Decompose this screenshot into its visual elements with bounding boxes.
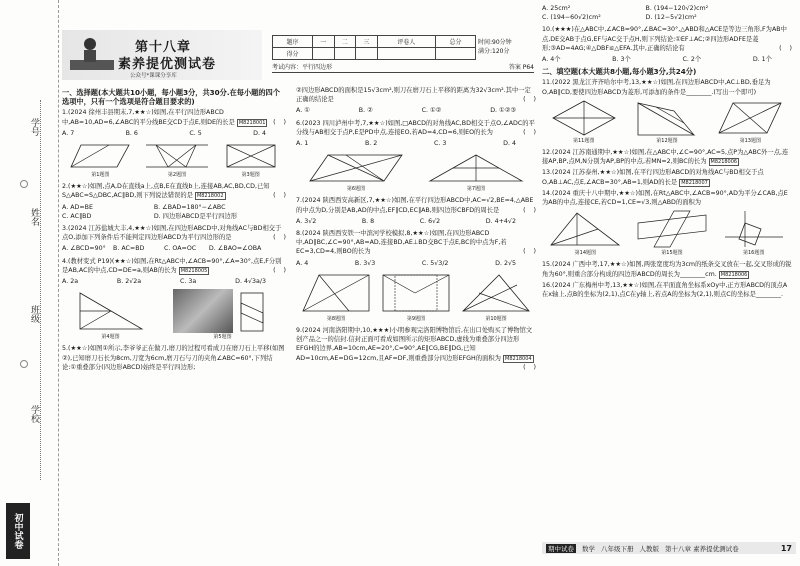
- option-b[interactable]: B. 3个: [612, 56, 631, 64]
- figure-5: 第5题图: [173, 289, 273, 342]
- option-a[interactable]: A. 7: [62, 129, 75, 137]
- option-b[interactable]: B. 8: [361, 217, 375, 225]
- figures-8-10: [296, 271, 536, 324]
- option-a[interactable]: A. 4: [296, 259, 309, 267]
- score-cell: 评卷人: [377, 36, 435, 48]
- option-d[interactable]: D. 4√3a/3: [235, 278, 266, 286]
- option-a[interactable]: A. 2a: [62, 278, 79, 286]
- question-5-continued: ②四边形ABCD的面积是15√3cm²,则刀在磨刀石上平移的距离为32√3cm².其中一定正确的结论是 ( ): [296, 87, 536, 104]
- footer-label: 期中试卷: [548, 544, 574, 553]
- question-8-options: [296, 259, 536, 268]
- option-c[interactable]: C. AC∥BD: [62, 212, 92, 220]
- figure-6: 第6题图: [306, 151, 406, 194]
- section-choice-title: 一、选择题(本大题共10小题，每小题3分，共30分.在每小题的四个选项中，只有一个选项是符合题目要求的): [62, 88, 280, 107]
- binding-hole: [20, 360, 28, 368]
- question-12: 12.(2024 江苏南通期中,★★☆)如图,在△ABC中,∠C=90°,AC=5,点P为△ABC外一点,连接AP,BP,点M,N分别为AP,BP的中点,若MN=2,则BC的长为 M8218006: [542, 149, 789, 166]
- cut-line: [40, 100, 42, 480]
- time-limit: 时间:90分钟: [478, 39, 512, 46]
- question-code-tag: M8218007: [681, 179, 708, 186]
- score-cell: 得分: [273, 48, 313, 60]
- figure-11: 第11题图: [551, 99, 617, 146]
- option-c[interactable]: C. 5: [189, 129, 202, 137]
- figures-1-3: [62, 141, 286, 180]
- question-1-options: [62, 129, 286, 138]
- question-5: 5.(★★☆)如图①所示,李爷爷正在做刀,磨刀的过程可看成刀在磨刀石上平移(如图②),已知磨刀石长为8cm,刀宽为6cm,磨刀石与刀的夹角∠ABC=60°,下列结论:①重叠部分(四边形ABCD)始终是平行四边形;: [62, 345, 285, 371]
- question-code-tag: M8218002: [196, 193, 224, 200]
- figures-4-5: [62, 289, 286, 342]
- question-1: 1.(2024 徐州丰县期末,7,★★☆)如图,在平行四边形ABCD中,AB=10,AD=6,∠ABC的平分线BE交CD于点E,则DE的长是 M8218001 ( ): [62, 109, 286, 126]
- figure-13: 第13题图: [717, 99, 783, 146]
- figures-11-13: [542, 99, 792, 146]
- wechat-note: 公众号*课课分享库: [130, 73, 177, 79]
- margin-label-class: 班级: [29, 305, 39, 323]
- option-b[interactable]: B. AC=BD: [113, 245, 145, 253]
- figure-10: 第10题图: [459, 271, 533, 324]
- full-score: 满分:120分: [478, 48, 510, 55]
- figures-6-7: [296, 151, 536, 194]
- option-c[interactable]: C. ①②: [421, 107, 442, 115]
- question-10: 10.(★★★)在△ABC中,∠ACB=90°,∠BAC=30°,△ABD和△ACE是等边三角形,F为AB中点,DE交AB于点G,EF与AC交于点H,则下列结论:①EF⊥AC;②四边形ADFE是菱形;③AD=4AG;④△DBF≌△EFA.其中,正确的结论有 ( ): [542, 26, 792, 52]
- answer-page: 答案 P64: [508, 64, 534, 71]
- figure-4: 第4题图: [76, 289, 146, 342]
- option-c[interactable]: C. OA=OC: [164, 245, 197, 253]
- option-d[interactable]: D. 2√5: [495, 259, 516, 267]
- figure-12: 第12题图: [634, 99, 700, 146]
- option-a[interactable]: A. ∠BCD=90°: [62, 245, 106, 253]
- margin-label-name: 姓名: [29, 208, 39, 226]
- question-code-tag: M8218006: [710, 159, 738, 166]
- option-d[interactable]: D. (12−5√2)cm²: [645, 14, 697, 22]
- option-a[interactable]: A. 1: [296, 140, 309, 148]
- reading-person-icon: [62, 30, 122, 78]
- question-13: 13.(2024 江苏泰州,★★☆)如图,在平行四边形ABCD的对角线AC与BD相交于点O,AB⊥AC,点E,∠ACB=30°,AB=1,则AD的长是 M8218007: [542, 169, 764, 186]
- figure-14: 第14题图: [547, 209, 623, 258]
- question-2: 2.(★★☆)如图,点A,D在直线a上,点B,E在直线b上,连接AB,AC,BD,CD,已知S△ABC=S△DBC,AC∥BD,则下列说法错误的是 M8218002 ( ): [62, 183, 286, 200]
- score-cell[interactable]: [377, 48, 435, 60]
- exam-content: 考试内容：平行四边形: [272, 64, 333, 71]
- binding-margin: [0, 0, 59, 566]
- figure-3: 第3题图: [223, 141, 279, 180]
- question-code-tag: M8218006: [720, 271, 748, 278]
- question-9: 9.(2024 河南洛阳期中,10,★★★)小明参观完洛阳博物馆后,在出口处购买了博物馆文创产品之一的信封.信封正面可看成如图所示的矩形ABCD,虚线为重叠部分四边形EFGH的边界,AB=10cm,AE=20°,C=90°,AE∥CG,BE∥DG,已知AD=10cm,AE=DG=12cm,且AF=DF,则重叠部分四边形EFGH的面积为 M8218004 ( ): [296, 327, 536, 371]
- page-number: 17: [780, 543, 792, 553]
- exam-content-line: [272, 62, 534, 73]
- margin-label-student-id: 学号: [29, 118, 39, 136]
- option-c[interactable]: C. 2个: [682, 56, 702, 64]
- question-6-options: [296, 139, 536, 148]
- score-cell[interactable]: [436, 48, 476, 60]
- score-cell[interactable]: [334, 48, 356, 60]
- option-b[interactable]: B. ∠BAD=180°−∠ABC: [153, 203, 226, 211]
- option-d[interactable]: D. 1个: [752, 56, 772, 64]
- figure-7: 第7题图: [426, 151, 526, 194]
- figure-2: 第2题图: [146, 141, 208, 180]
- question-code-tag: M8218004: [505, 355, 532, 362]
- margin-label-school: 学校: [29, 405, 39, 423]
- option-d[interactable]: D. 4: [503, 140, 516, 148]
- question-3: 3.(2024 江苏盐城大丰,4,★★☆)如图,在四边形ABCD中,对角线AC与BD相交于点O,添加下列条件后不能判定四边形ABCD为平行四边形的是 ( ): [62, 225, 286, 242]
- option-c[interactable]: C. 5√3/2: [421, 259, 449, 267]
- option-d[interactable]: D. ∠BAO=∠OBA: [208, 245, 262, 253]
- option-c[interactable]: C. 3a: [179, 278, 197, 286]
- option-b[interactable]: B. (194−120√2)cm²: [645, 5, 709, 12]
- question-5-options: [296, 106, 536, 115]
- footer-chapter: 第十八章 素养提优测试卷: [665, 544, 739, 553]
- question-code-tag: M8218001: [238, 119, 266, 126]
- question-4: 4.(教材变式 P19)(★★☆)如图,在Rt△ABC中,∠ACB=90°,∠A=30°,点E,F分别是AB,AC的中点,CD=DE=a,则AB的长为 M8218005 ( ): [62, 257, 286, 274]
- option-b[interactable]: B. ②: [358, 107, 373, 115]
- question-16: 16.(2024 广东梅州中考,13,★★☆)如图,在平面直角坐标系xOy中,正方形ABCD的顶点A在x轴上,点B的坐标为(2,1),点C在y轴上,若点A的坐标为(2,1),则点C的坐标是________.: [542, 281, 788, 299]
- score-cell: 题序: [273, 36, 313, 48]
- footer-subject: 数学: [582, 544, 595, 553]
- figures-14-16: [542, 209, 792, 258]
- figure-1: 第1题图: [69, 141, 131, 180]
- option-a[interactable]: A. 4个: [542, 56, 561, 64]
- footer-edition: 人教版: [639, 544, 659, 553]
- column-right: [542, 4, 792, 301]
- test-title: 素养提优测试卷: [118, 57, 217, 72]
- option-a[interactable]: A. AD=BE: [62, 203, 93, 211]
- option-d[interactable]: D. ①②③: [490, 107, 516, 115]
- time-info: [478, 38, 512, 56]
- option-c[interactable]: C. (194−60√2)cm²: [542, 14, 601, 22]
- brand-logo: 初中试卷: [6, 503, 30, 559]
- figure-8: 第8题图: [299, 271, 373, 324]
- score-cell: 一: [312, 36, 334, 48]
- figure-15: 第15题图: [634, 209, 710, 258]
- question-code-tag: M8218005: [180, 267, 208, 274]
- question-9-options: [542, 4, 792, 22]
- option-b[interactable]: B. 6: [125, 129, 138, 137]
- binding-hole: [20, 180, 28, 188]
- option-c[interactable]: C. 6√2: [419, 217, 441, 225]
- question-10-options: [542, 55, 792, 64]
- score-cell[interactable]: [356, 48, 378, 60]
- option-d[interactable]: D. 4: [253, 129, 266, 137]
- score-cell: 二: [334, 36, 356, 48]
- score-cell[interactable]: [312, 48, 334, 60]
- page-footer: [542, 542, 796, 554]
- option-d[interactable]: D. 4+4√2: [485, 217, 516, 225]
- section-fill-title: 二、填空题(本大题共8小题,每小题3分,共24分): [542, 67, 697, 77]
- question-3-options: [62, 244, 286, 253]
- option-b[interactable]: B. 2: [364, 140, 378, 148]
- score-cell: 总分: [436, 36, 476, 48]
- option-a[interactable]: A. 25cm²: [542, 5, 571, 12]
- question-2-options: [62, 203, 286, 221]
- knife-sharpening-photo: [173, 289, 233, 333]
- question-4-options: [62, 277, 286, 286]
- chapter-title: 第十八章: [135, 40, 192, 55]
- option-b[interactable]: B. 2√2a: [116, 278, 142, 286]
- column-middle: [296, 86, 536, 372]
- figure-16: 第16题图: [721, 209, 787, 258]
- question-11: 11.(2022 黑龙江齐齐哈尔中考,13,★★☆)如图,在四边形ABCD中,AC⊥BD,垂足为O,AB∥CD,要使四边形ABCD为菱形,可添加的条件是________.(写出一个即可): [542, 79, 771, 96]
- question-7-options: [296, 217, 536, 226]
- question-7: 7.(2024 陕西西安高新区,7,★★☆)如图,在平行四边形ABCD中,AC=√2,BE=4,△ABE的中点为D,分别是AB,AD的中点,EF∥CD,EC∥AB,则四边形CBFD的周长是 ( ): [296, 197, 536, 214]
- option-b[interactable]: B. 3√3: [354, 259, 376, 267]
- question-15: 15.(2024 广西中考,17,★★☆)如图,两张宽度均为3cm的纸条交叉放在一起,交叉形成的锐角为60°,则重合部分构成的四边形ABCD的周长为________cm. M8218006: [542, 261, 792, 278]
- option-d[interactable]: D. 四边形ABCD是平行四边形: [153, 212, 238, 220]
- score-cell: 三: [356, 36, 378, 48]
- question-8: 8.(2024 陕西西安铁一中滨河学校模拟,8,★★☆)如图,在四边形ABCD中,AD∥BC,∠C=90°,AB=AD,连接BD,AE⊥BD交BC于点E,BC的中点为F,若EC=3,CD=4,则BO的长为 ( ): [296, 230, 536, 256]
- footer-grade: 八年级下册: [601, 544, 634, 553]
- figure-9: 第9题图: [379, 271, 453, 324]
- option-a[interactable]: A. 3√2: [296, 217, 317, 225]
- question-6: 6.(2023 四川泸州中考,7,★★☆)如图,□ABCD的对角线AC,BD相交于点O,∠ADC的平分线与AB相交于点P,E是PD中点,连接EO,若AD=4,CD=6,则EO的长为 ( ): [296, 119, 536, 136]
- column-left: [62, 86, 286, 374]
- option-c[interactable]: C. 3: [434, 140, 447, 148]
- option-a[interactable]: A. ①: [296, 107, 310, 115]
- question-14: 14.(2024 重庆十八中期中,★★☆)如图,在Rt△ABC中,∠ACB=90°,AD为平分∠CAB,点E为AB的中点,连接CE,若CD=1,CE=√3,则△ABD的面积为: [542, 189, 788, 207]
